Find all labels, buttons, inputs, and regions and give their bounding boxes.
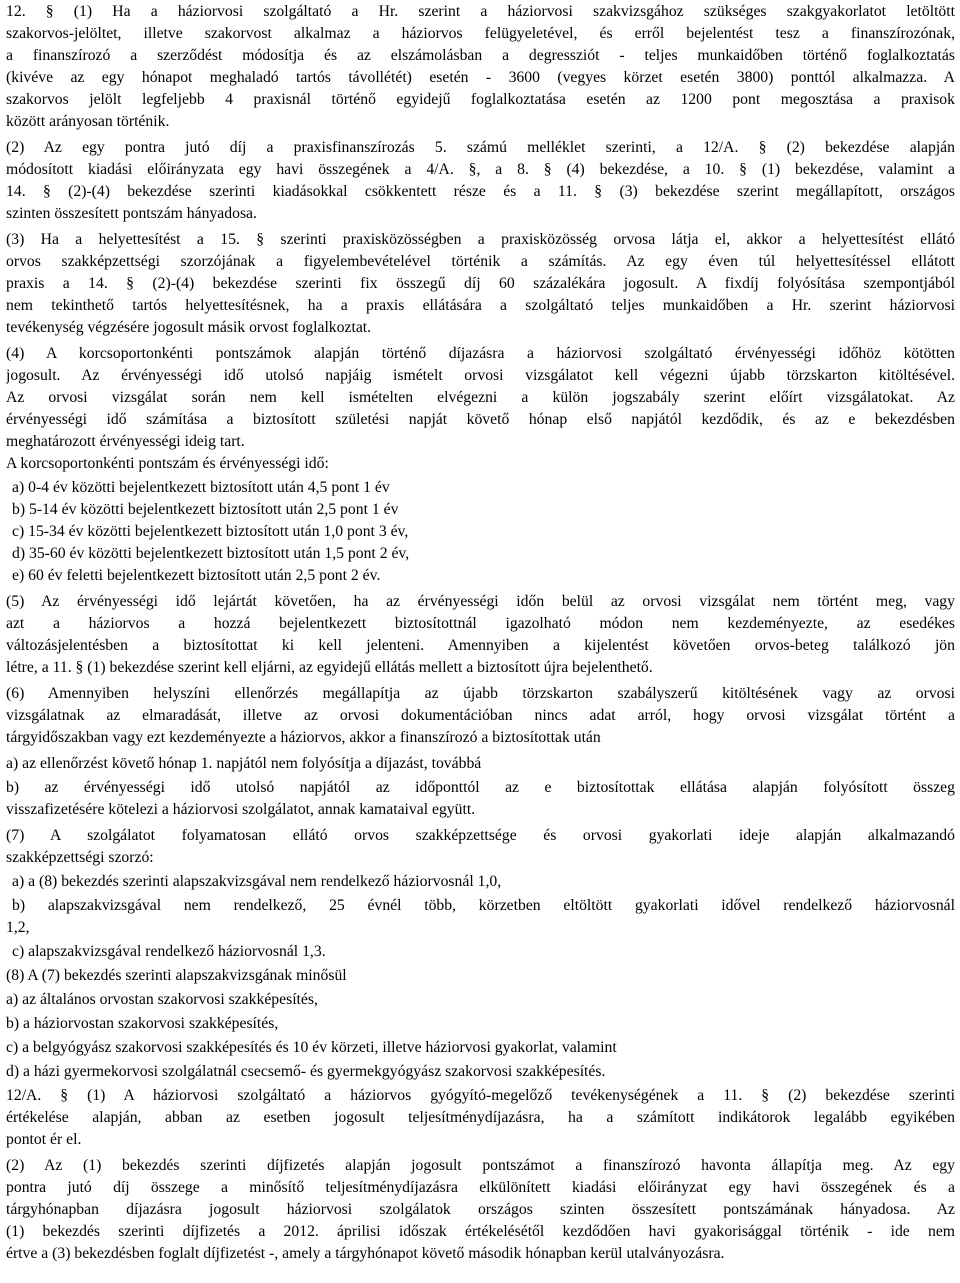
text-line: (7) A szolgálatot folyamatosan ellátó orvos szakképzettsége és orvosi gyakorlati ideje alapján alkalmazandó: [6, 827, 955, 844]
text-line: a finanszírozó a szerződést módosítja és az elszámolásban a degressziót - teljes munkaidőben történő foglalkoztatás: [6, 47, 955, 64]
list-item: e) 60 év feletti bejelentkezett biztosított után 2,5 pont 2 év.: [12, 567, 381, 584]
text-line: (2) Az egy pontra jutó díj a praxisfinanszírozás 5. számú melléklet szerinti, a 12/A. § (2) bekezdése alapján: [6, 139, 955, 156]
text-line: (kivéve az egy hónapot meghaladó tartós távollétét) esetén - 3600 (vegyes körzet esetén 3800) ponttól alkalmazza. A: [6, 69, 955, 86]
text-line: jogosult. Az érvényességi idő utolsó napjáig ismételt orvosi vizsgálatot kell végezni újabb törzskarton kitöltésével.: [6, 367, 955, 384]
text-line: (6) Amennyiben helyszíni ellenőrzés megállapítja az újabb törzskarton szabályszerű kitöltésének vagy az orvosi: [6, 685, 955, 702]
text-line: pontot ér el.: [6, 1131, 82, 1148]
list-item: d) a házi gyermekorvosi szolgálatnál csecsemő- és gyermekgyógyász szakorvosi szakképesítés.: [6, 1063, 606, 1080]
text-line: között arányosan történik.: [6, 113, 170, 130]
text-line: tárgyhónapban díjazásra jogosult háziorvosi szolgálatok országos szinten összesített pontszámának hányadosa. Az: [6, 1201, 955, 1218]
text-line: (8) A (7) bekezdés szerinti alapszakvizsgának minősül: [6, 967, 347, 984]
text-line: változásjelentésben a biztosítottat ki kell jelenteni. Amennyiben a kijelentést követően orvos-beteg találkozó jön: [6, 637, 955, 654]
text-line: (3) Ha a helyettesítést a 15. § szerinti praxisközösségben a praxisközösség orvosa látja el, akkor a helyettesítést ellátó: [6, 231, 955, 248]
list-item: c) 15-34 év közötti bejelentkezett biztosított után 1,0 pont 3 év,: [12, 523, 409, 540]
text-line: szakorvos-jelöltet, illetve szakorvost alkalmaz a háziorvos felügyeletével, és erről bejelentést tesz a finanszírozónak,: [6, 25, 955, 42]
text-line: érvényességi idő számítása a biztosított születési napját követő hónap első napjától kezdődik, és az e bekezdésben: [6, 411, 955, 428]
text-line: értve a (3) bekezdésben foglalt díjfizetést -, amely a tárgyhónapot követő második hónapban kerül utalványozásra.: [6, 1245, 725, 1262]
list-item: a) az általános orvostan szakorvosi szakképesítés,: [6, 991, 318, 1008]
text-line: értékelése alapján, abban az esetben jogosult teljesítménydíjazásra, ha a számított indikátorok legalább egyikében: [6, 1109, 955, 1126]
text-line: tevékenység végzésére jogosult másik orvost foglalkoztat.: [6, 319, 372, 336]
list-item: a) a (8) bekezdés szerinti alapszakvizsgával nem rendelkező háziorvosnál 1,0,: [12, 873, 502, 890]
list-item: c) a belgyógyász szakorvosi szakképesítés és 10 év körzeti, illetve háziorvosi gyakorlat, valamint: [6, 1039, 617, 1056]
text-line: (1) bekezdés szerinti díjfizetés a 2012. áprilisi időszak értékelésétől kezdődően havi gyakorisággal történik - ide nem: [6, 1223, 955, 1240]
text-line: azt a háziorvos a hozzá bejelentkezett biztosítottnál igazolható módon nem kezdeményezte, az esedékes: [6, 615, 955, 632]
list-item: d) 35-60 év közötti bejelentkezett biztosított után 1,5 pont 2 év,: [12, 545, 410, 562]
text-line: tárgyidőszakban vagy ezt kezdeményezte a háziorvos, akkor a finanszírozó a biztosítottak után: [6, 729, 601, 746]
text-line: A korcsoportonkénti pontszám és érvényességi idő:: [6, 455, 329, 472]
text-line: 14. § (2)-(4) bekezdése szerinti kiadásokkal csökkentett része és a 11. § (3) bekezdése szerint megállapított, országos: [6, 183, 955, 200]
text-line: visszafizetésére kötelezi a háziorvosi szolgálatot, annak kamataival együtt.: [6, 801, 476, 818]
list-item: a) az ellenőrzést követő hónap 1. napjától nem folyósítja a díjazást, továbbá: [6, 755, 482, 772]
list-item: b) 5-14 év közötti bejelentkezett biztosított után 2,5 pont 1 év: [12, 501, 399, 518]
list-item: a) 0-4 év közötti bejelentkezett biztosított után 4,5 pont 1 év: [12, 479, 390, 496]
text-line: 1,2,: [6, 919, 30, 936]
text-line: szinten összesített pontszám hányadosa.: [6, 205, 257, 222]
text-line: pontra jutó díj összege a minősítő teljesítménydíjazásra elkülönített kiadási előirányzat egy havi összegének és a: [6, 1179, 955, 1196]
text-line: orvos szakképzettségi szorzójának a figyelembevételével történik a számítás. Az egy éven túl helyettesítéssel ellátott: [6, 253, 955, 270]
list-item: b) a háziorvostan szakorvosi szakképesítés,: [6, 1015, 279, 1032]
text-line: 12/A. § (1) A háziorvosi szolgáltató a háziorvos gyógyító-megelőző tevékenységének a 11. § (2) bekezdése szerinti: [6, 1087, 955, 1104]
text-line: praxis a 14. § (2)-(4) bekezdése szerinti fix összegű díj 60 százalékára jogosult. A fixdíj folyósítása szempontjából: [6, 275, 955, 292]
text-line: meghatározott érvényességi ideig tart.: [6, 433, 245, 450]
text-line: létre, a 11. § (1) bekezdése szerint kell eljárni, az egyidejű ellátás mellett a biztosított újra bejelenthető.: [6, 659, 653, 676]
text-line: nem tekinthető tartós helyettesítésnek, ha a praxis ellátására a szolgáltató teljes munkaidőben a Hr. szerint háziorvosi: [6, 297, 955, 314]
text-line: szakképzettségi szorzó:: [6, 849, 154, 866]
text-line: (4) A korcsoportonkénti pontszámok alapján történő díjazásra a háziorvosi szolgáltató érvényességi időhöz kötötten: [6, 345, 955, 362]
text-line: (5) Az érvényességi idő lejártát követően, ha az érvényességi időn belül az orvosi vizsgálat nem történt meg, vagy: [6, 593, 955, 610]
list-item: b) alapszakvizsgával nem rendelkező, 25 évnél több, körzetben eltöltött gyakorlati idővel rendelkező háziorvosnál: [12, 897, 955, 914]
list-item: b) az érvényességi idő utolsó napjától az időponttól az e biztosítottak ellátása alapján folyósított összeg: [6, 779, 955, 796]
text-line: (2) Az (1) bekezdés szerinti díjfizetés alapján jogosult pontszámot a finanszírozó havonta állapítja meg. Az egy: [6, 1157, 955, 1174]
text-line: módosított kiadási előirányzata egy havi összegének a 4/A. §, a 8. § (4) bekezdése, a 10. § (1) bekezdése, valamint a: [6, 161, 955, 178]
text-line: vizsgálatnak az elmaradását, illetve az orvosi dokumentációban nincs adat arról, hogy orvosi vizsgálat történt a: [6, 707, 955, 724]
text-line: Az orvosi vizsgálat során nem kell ismételten elvégezni a külön jogszabály szerint előírt vizsgálatokat. Az: [6, 389, 955, 406]
list-item: c) alapszakvizsgával rendelkező háziorvosnál 1,3.: [12, 943, 326, 960]
text-line: szakorvos jelölt legfeljebb 4 praxisnál történő egyidejű foglalkoztatása esetén az 1200 pont megosztása a praxisok: [6, 91, 955, 108]
text-line: 12. § (1) Ha a háziorvosi szolgáltató a Hr. szerint a háziorvosi szakvizsgához szükséges szakgyakorlatot letöltött: [6, 3, 955, 20]
